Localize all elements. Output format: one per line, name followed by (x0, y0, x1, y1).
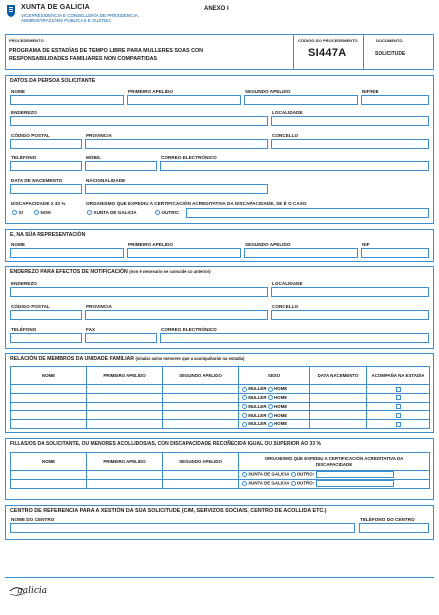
representative-section-title: E, NA SÚA REPRESENTACIÓN (10, 232, 86, 238)
radio-icon[interactable] (242, 395, 247, 400)
family-apelido1-cell[interactable] (87, 420, 163, 429)
children-nome-cell[interactable] (11, 479, 87, 488)
children-outro-field[interactable] (316, 480, 394, 487)
radio-icon[interactable] (242, 413, 247, 418)
notif-correo-label: CORREO ELECTRÓNICO (161, 327, 217, 332)
family-nome-cell[interactable] (11, 393, 87, 402)
family-apelido2-cell[interactable] (163, 411, 239, 420)
family-row (11, 411, 430, 420)
rep-apelido1-field[interactable] (127, 248, 241, 258)
family-sexo-cell: MULLER HOME (239, 385, 310, 394)
children-col-apelido2: SEGUNDO APELIDO (163, 453, 239, 471)
applicant-telefono-label: TELÉFONO (11, 155, 37, 160)
org-name: XUNTA DE GALICIA (21, 4, 90, 11)
family-sexo-cell: MULLER HOME (239, 411, 310, 420)
applicant-apelido1-field[interactable] (127, 95, 241, 105)
applicant-nif-field[interactable] (361, 95, 429, 105)
procedure-title-line-1: PROGRAMA DE ESTADÍAS DE TEMPO LIBRE PARA MULLERES SOAS CON (9, 48, 204, 54)
checkbox-icon[interactable] (396, 422, 401, 427)
footer-logo (7, 582, 67, 600)
organismo-xunta-option[interactable]: XUNTA DE GALICIA (87, 210, 137, 215)
organismo-outro-option[interactable]: OUTRO: (155, 210, 180, 215)
family-acompana-cell (367, 385, 430, 394)
applicant-telefono-field[interactable] (10, 161, 82, 171)
applicant-discapacidade-label: DISCAPACIDADE ≥ 33 % (11, 201, 66, 206)
radio-icon[interactable] (12, 210, 17, 215)
children-apelido2-cell[interactable] (163, 471, 239, 480)
applicant-cp-label: CÓDIGO POSTAL (11, 133, 50, 138)
children-organismo-cell: XUNTA DE GALICIA OUTRO: (239, 479, 430, 488)
applicant-apelido1-label: PRIMEIRO APELIDO (128, 89, 174, 94)
family-apelido1-cell[interactable] (87, 411, 163, 420)
family-nome-cell[interactable] (11, 402, 87, 411)
family-col-sexo: SEXO (239, 367, 310, 385)
applicant-nome-label: NOME (11, 89, 25, 94)
xunta-shield-icon (6, 4, 16, 18)
applicant-provincia-label: PROVINCIA (86, 133, 112, 138)
applicant-nacionalidade-label: NACIONALIDADE (86, 178, 126, 183)
radio-icon[interactable] (268, 413, 273, 418)
family-col-nome: NOME (11, 367, 87, 385)
notif-telefono-field[interactable] (10, 333, 82, 343)
radio-icon[interactable] (268, 387, 273, 392)
children-row (11, 479, 430, 488)
family-col-acompana: ACOMPAÑA NA ESTADÍA (367, 367, 430, 385)
radio-icon[interactable] (242, 422, 247, 427)
notif-concello-field[interactable] (271, 310, 429, 320)
family-apelido2-cell[interactable] (163, 393, 239, 402)
checkbox-icon[interactable] (396, 387, 401, 392)
rep-nif-field[interactable] (361, 248, 429, 258)
rep-nome-label: NOME (11, 242, 25, 247)
family-apelido1-cell[interactable] (87, 393, 163, 402)
family-sexo-cell: MULLER HOME (239, 393, 310, 402)
family-table (10, 366, 430, 429)
family-nacemento-cell[interactable] (310, 402, 367, 411)
children-col-apelido1: PRIMEIRO APELIDO (87, 453, 163, 471)
document-type: SOLICITUDE (375, 51, 406, 57)
radio-icon[interactable] (242, 387, 247, 392)
children-outro-field[interactable] (316, 471, 394, 478)
family-row (11, 402, 430, 411)
applicant-apelido2-field[interactable] (244, 95, 358, 105)
notif-correo-field[interactable] (160, 333, 429, 343)
radio-icon[interactable] (34, 210, 39, 215)
applicant-enderezo-field[interactable] (10, 116, 268, 126)
notif-fax-field[interactable] (85, 333, 157, 343)
family-row (11, 393, 430, 402)
organismo-outro-field[interactable] (186, 208, 429, 218)
center-section-title: CENTRO DE REFERENCIA PARA A XESTIÓN DA SÚA SOLICITUDE (CIM, SERVIZOS SOCIAIS, CENTRO DE ACOLLIDA ETC.) (10, 508, 327, 514)
family-acompana-cell (367, 402, 430, 411)
radio-icon[interactable] (242, 481, 247, 486)
notif-provincia-label: PROVINCIA (86, 304, 112, 309)
children-apelido1-cell[interactable] (87, 479, 163, 488)
family-col-apelido2: SEGUNDO APELIDO (163, 367, 239, 385)
radio-icon[interactable] (87, 210, 92, 215)
rep-nif-label: NIF (362, 242, 370, 247)
family-apelido1-cell[interactable] (87, 402, 163, 411)
children-row (11, 471, 430, 480)
family-sexo-cell: MULLER HOME (239, 402, 310, 411)
notif-telefono-label: TELÉFONO (11, 327, 37, 332)
children-apelido2-cell[interactable] (163, 479, 239, 488)
notif-localidade-field[interactable] (271, 287, 429, 297)
notif-cp-label: CÓDIGO POSTAL (11, 304, 50, 309)
rep-apelido2-field[interactable] (244, 248, 358, 258)
family-col-apelido1: PRIMEIRO APELIDO (87, 367, 163, 385)
family-nacemento-cell[interactable] (310, 420, 367, 429)
family-row (11, 385, 430, 394)
family-nome-cell[interactable] (11, 420, 87, 429)
notif-fax-label: FAX (86, 327, 96, 332)
dept-line-2: ADMINISTRACIÓNS PÚBLICAS E XUSTIZA (21, 18, 112, 23)
family-sexo-cell: MULLER HOME (239, 420, 310, 429)
children-nome-cell[interactable] (11, 471, 87, 480)
center-telefono-label: TELÉFONO DO CENTRO (360, 517, 415, 522)
discapacidade-si-option[interactable]: SI (12, 210, 23, 215)
notif-localidade-label: LOCALIDADE (272, 281, 303, 286)
family-nacemento-cell[interactable] (310, 393, 367, 402)
applicant-concello-label: CONCELLO (272, 133, 299, 138)
discapacidade-non-option[interactable]: NON (34, 210, 51, 215)
procedure-title-line-2: RESPONSABILIDADES FAMILIARES NON COMPARTIDAS (9, 56, 158, 62)
procedure-label: PROCEDEMENTO (9, 38, 44, 43)
children-col-nome: NOME (11, 453, 87, 471)
applicant-nacionalidade-field[interactable] (85, 184, 268, 194)
notif-enderezo-label: ENDEREZO (11, 281, 37, 286)
radio-icon[interactable] (291, 481, 296, 486)
applicant-nome-field[interactable] (10, 95, 124, 105)
dept-line-1: VICEPRESIDENCIA E CONSELLERÍA DE PRESIDENCIA, (21, 13, 140, 18)
family-note: (sinalar as/os menores que a acompañarán na estadía) (135, 356, 245, 361)
radio-icon[interactable] (155, 210, 160, 215)
notification-note: (non é necesario se coincide co anterior) (129, 269, 211, 274)
applicant-nif-label: NIF/NIE (362, 89, 379, 94)
radio-icon[interactable] (291, 472, 296, 477)
footer-logo-text: galicia (17, 586, 48, 596)
family-acompana-cell (367, 420, 430, 429)
checkbox-icon[interactable] (396, 395, 401, 400)
applicant-nacemento-label: DATA DE NACEMENTO (11, 178, 63, 183)
applicant-correo-label: CORREO ELECTRÓNICO (161, 155, 217, 160)
applicant-cp-field[interactable] (10, 139, 82, 149)
checkbox-icon[interactable] (396, 413, 401, 418)
family-nacemento-cell[interactable] (310, 385, 367, 394)
family-nacemento-cell[interactable] (310, 411, 367, 420)
applicant-provincia-field[interactable] (85, 139, 268, 149)
annex-label: ANEXO I (204, 6, 229, 12)
children-col-organismo: ORGANISMO QUE EXPEDIU A CERTIFICACIÓN ACREDITATIVA DA DISCAPACIDADE (239, 453, 430, 471)
children-section-title: FILLAS/OS DA SOLICITANTE, OU MENORES ACOLLIDOS/AS, CON DISCAPACIDADE RECOÑECIDA IGUAL OU SUPERIOR AO 33 % (10, 441, 321, 447)
family-apelido2-cell[interactable] (163, 385, 239, 394)
radio-icon[interactable] (242, 404, 247, 409)
applicant-concello-field[interactable] (271, 139, 429, 149)
center-telefono-field[interactable] (359, 523, 429, 533)
document-label: DOCUMENTO (376, 38, 403, 43)
children-organismo-cell: XUNTA DE GALICIA OUTRO: (239, 471, 430, 480)
notif-cp-field[interactable] (10, 310, 82, 320)
family-nome-cell[interactable] (11, 411, 87, 420)
procedure-code-label: CÓDIGO DO PROCEDEMENTO (298, 38, 358, 43)
family-acompana-cell (367, 411, 430, 420)
family-section-title: RELACIÓN DE MEMBROS DA UNIDADE FAMILIAR (sinalar as/os menores que a acompañarán na estadía) (10, 356, 245, 362)
radio-icon[interactable] (268, 404, 273, 409)
notif-concello-label: CONCELLO (272, 304, 299, 309)
family-row (11, 420, 430, 429)
applicant-mobil-field[interactable] (85, 161, 157, 171)
applicant-mobil-label: MÓBIL (86, 155, 102, 160)
children-apelido1-cell[interactable] (87, 471, 163, 480)
rep-nome-field[interactable] (10, 248, 124, 258)
radio-icon[interactable] (268, 422, 273, 427)
procedure-code: SI447A (308, 47, 347, 59)
applicant-section-title: DATOS DA PERSOA SOLICITANTE (10, 78, 96, 84)
family-apelido2-cell[interactable] (163, 402, 239, 411)
applicant-nacemento-field[interactable] (10, 184, 82, 194)
radio-icon[interactable] (242, 472, 247, 477)
family-apelido1-cell[interactable] (87, 385, 163, 394)
notif-enderezo-field[interactable] (10, 287, 268, 297)
checkbox-icon[interactable] (396, 404, 401, 409)
center-nome-label: NOME DO CENTRO (11, 517, 55, 522)
applicant-enderezo-label: ENDEREZO (11, 110, 37, 115)
rep-apelido1-label: PRIMEIRO APELIDO (128, 242, 174, 247)
applicant-organismo-label: ORGANISMO QUE EXPEDIU A CERTIFICACIÓN ACREDITATIVA DA DISCAPACIDADE, SE É O CASO (86, 201, 307, 206)
footer-divider (5, 577, 434, 578)
center-nome-field[interactable] (10, 523, 355, 533)
applicant-localidade-field[interactable] (271, 116, 429, 126)
family-nome-cell[interactable] (11, 385, 87, 394)
family-col-nacemento: DATA NACEMENTO (310, 367, 367, 385)
family-apelido2-cell[interactable] (163, 420, 239, 429)
applicant-correo-field[interactable] (160, 161, 429, 171)
applicant-localidade-label: LOCALIDADE (272, 110, 303, 115)
xunta-logo (6, 4, 16, 18)
rep-apelido2-label: SEGUNDO APELIDO (245, 242, 291, 247)
radio-icon[interactable] (268, 395, 273, 400)
notif-provincia-field[interactable] (85, 310, 268, 320)
family-acompana-cell (367, 393, 430, 402)
children-table (10, 452, 430, 489)
notification-section-title: ENDEREZO PARA EFECTOS DE NOTIFICACIÓN (non é necesario se coincide co anterior) (10, 269, 211, 275)
applicant-apelido2-label: SEGUNDO APELIDO (245, 89, 291, 94)
